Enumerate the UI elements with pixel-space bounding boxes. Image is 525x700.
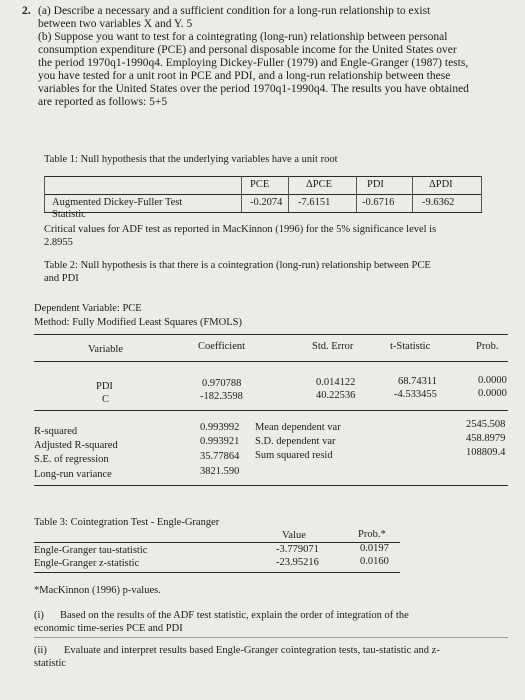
table1-header-dpdi: ΔPDI — [429, 179, 453, 190]
question-line-2: between two variables X and Y. 5 — [38, 18, 193, 30]
table2-row-c-t: -4.533455 — [394, 389, 437, 400]
table2-row-c-coef: -182.3598 — [200, 391, 243, 402]
subquestion-ii-line-1: Evaluate and interpret results based Engle-Granger cointegration tests, tau-statistic and z- — [64, 645, 440, 656]
subquestion-ii-line-2: statistic — [34, 658, 67, 669]
stat-value-r-squared: 0.993992 — [200, 422, 240, 433]
stat-value-long-run-variance: 3821.590 — [200, 466, 240, 477]
subquestion-i-number: (i) — [34, 610, 44, 621]
table3-row-z-label: Engle-Granger z-statistic — [34, 558, 140, 569]
table1-rule-top — [44, 176, 482, 177]
table1-header-pdi: PDI — [367, 179, 384, 190]
dependent-variable: Dependent Variable: PCE — [34, 303, 142, 314]
table1-value-dpdi: -9.6362 — [422, 197, 455, 208]
stat-value-ssr: 108809.4 — [466, 447, 506, 458]
stat-value-se-regression: 35.77864 — [200, 451, 240, 462]
subquestion-i-line-2: economic time-series PCE and PDI — [34, 623, 183, 634]
table2-row-pdi-coef: 0.970788 — [202, 378, 242, 389]
stat-value-sd-dep: 458.8979 — [466, 433, 506, 444]
table3-col-value: Value — [282, 530, 306, 541]
table2-row-c-variable: C — [102, 394, 110, 405]
table2-rule-header — [34, 361, 508, 362]
question-line-4: consumption expenditure (PCE) and personal disposable income for the United States over — [38, 44, 457, 56]
question-line-7: variables for the United States over the period 1970q1-1990q4. The results you have obtained — [38, 83, 469, 95]
table1-sep-3 — [356, 176, 357, 212]
stat-value-mean-dep: 2545.508 — [466, 419, 506, 430]
table2-col-t-statistic: t-Statistic — [390, 341, 431, 352]
stat-label-long-run-variance: Long-run variance — [34, 469, 112, 480]
table1-value-pce: -0.2074 — [250, 197, 283, 208]
table2-row-c-se: 40.22536 — [316, 390, 356, 401]
question-line-8: are reported as follows: 5+5 — [38, 96, 168, 108]
table2-row-pdi-se: 0.014122 — [316, 377, 356, 388]
table2-rule-stats — [34, 410, 508, 411]
stat-label-ssr: Sum squared resid — [255, 450, 333, 461]
table1-sep-2 — [288, 176, 289, 212]
stat-label-mean-dep: Mean dependent var — [255, 422, 341, 433]
table2-title-1: Table 2: Null hypothesis is that there is a cointegration (long-run) relationship between PCE — [44, 260, 431, 271]
table2-col-std-error: Std. Error — [312, 341, 354, 352]
critical-value: 2.8955 — [44, 237, 73, 248]
table1-header-dpce: ΔPCE — [306, 179, 333, 190]
table3-footnote: *MacKinnon (1996) p-values. — [34, 585, 161, 596]
question-number: 2. — [22, 5, 31, 17]
table1-border-left — [44, 176, 45, 212]
table3-row-tau-prob: 0.0197 — [360, 543, 389, 554]
stat-label-se-regression: S.E. of regression — [34, 454, 109, 465]
subquestion-divider — [34, 637, 508, 638]
table1-rule-mid — [44, 194, 482, 195]
table1-border-right — [481, 176, 482, 212]
table3-rule-bottom — [34, 572, 400, 573]
table1-value-dpce: -7.6151 — [298, 197, 331, 208]
table1-title: Table 1: Null hypothesis that the underlying variables have a unit root — [44, 154, 338, 165]
question-line-6: you have tested for a unit root in PCE and PDI, and a long-run relationship between these — [38, 70, 451, 82]
table2-col-variable: Variable — [88, 344, 123, 355]
question-line-1: (a) Describe a necessary and a sufficient condition for a long-run relationship to exist — [38, 5, 431, 17]
table2-col-coefficient: Coefficient — [198, 341, 246, 352]
table1-value-pdi: -0.6716 — [362, 197, 395, 208]
table2-row-pdi-t: 68.74311 — [398, 376, 437, 387]
table3-col-prob: Prob.* — [358, 529, 386, 540]
stat-label-adj-r-squared: Adjusted R-squared — [34, 440, 118, 451]
table1-rule-bottom — [44, 212, 482, 213]
stat-label-r-squared: R-squared — [34, 426, 78, 437]
question-line-5: the period 1970q1-1990q4. Employing Dickey-Fuller (1979) and Engle-Granger (1987) tests, — [38, 57, 469, 69]
table3-rule-header — [34, 542, 400, 543]
table2-row-pdi-variable: PDI — [96, 381, 113, 392]
table1-sep-4 — [412, 176, 413, 212]
table3-row-tau-label: Engle-Granger tau-statistic — [34, 545, 148, 556]
table1-header-pce: PCE — [250, 179, 270, 190]
stat-value-adj-r-squared: 0.993921 — [200, 436, 240, 447]
table1-sep-1 — [241, 176, 242, 212]
table3-title: Table 3: Cointegration Test - Engle-Granger — [34, 517, 220, 528]
estimation-method: Method: Fully Modified Least Squares (FMOLS) — [34, 317, 242, 328]
table2-row-pdi-p: 0.0000 — [478, 375, 507, 386]
stat-label-sd-dep: S.D. dependent var — [255, 436, 336, 447]
table3-row-z-prob: 0.0160 — [360, 556, 389, 567]
critical-values-line: Critical values for ADF test as reported in MacKinnon (1996) for the 5% significance level is — [44, 224, 437, 235]
table2-rule-bottom — [34, 485, 508, 486]
table2-row-c-p: 0.0000 — [478, 388, 507, 399]
subquestion-ii-number: (ii) — [34, 645, 47, 656]
table1-row-label-2: Statistic — [52, 209, 86, 220]
table2-col-prob: Prob. — [476, 341, 499, 352]
subquestion-i-line-1: Based on the results of the ADF test statistic, explain the order of integration of the — [60, 610, 409, 621]
table3-row-tau-value: -3.779071 — [276, 544, 319, 555]
table1 — [44, 176, 482, 220]
table1-row-label: Augmented Dickey-Fuller Test — [52, 197, 183, 208]
table3-row-z-value: -23.95216 — [276, 557, 319, 568]
table2-rule-top — [34, 334, 508, 335]
question-line-3: (b) Suppose you want to test for a cointegrating (long-run) relationship between personal — [38, 31, 448, 43]
table2-title-2: and PDI — [44, 273, 79, 284]
